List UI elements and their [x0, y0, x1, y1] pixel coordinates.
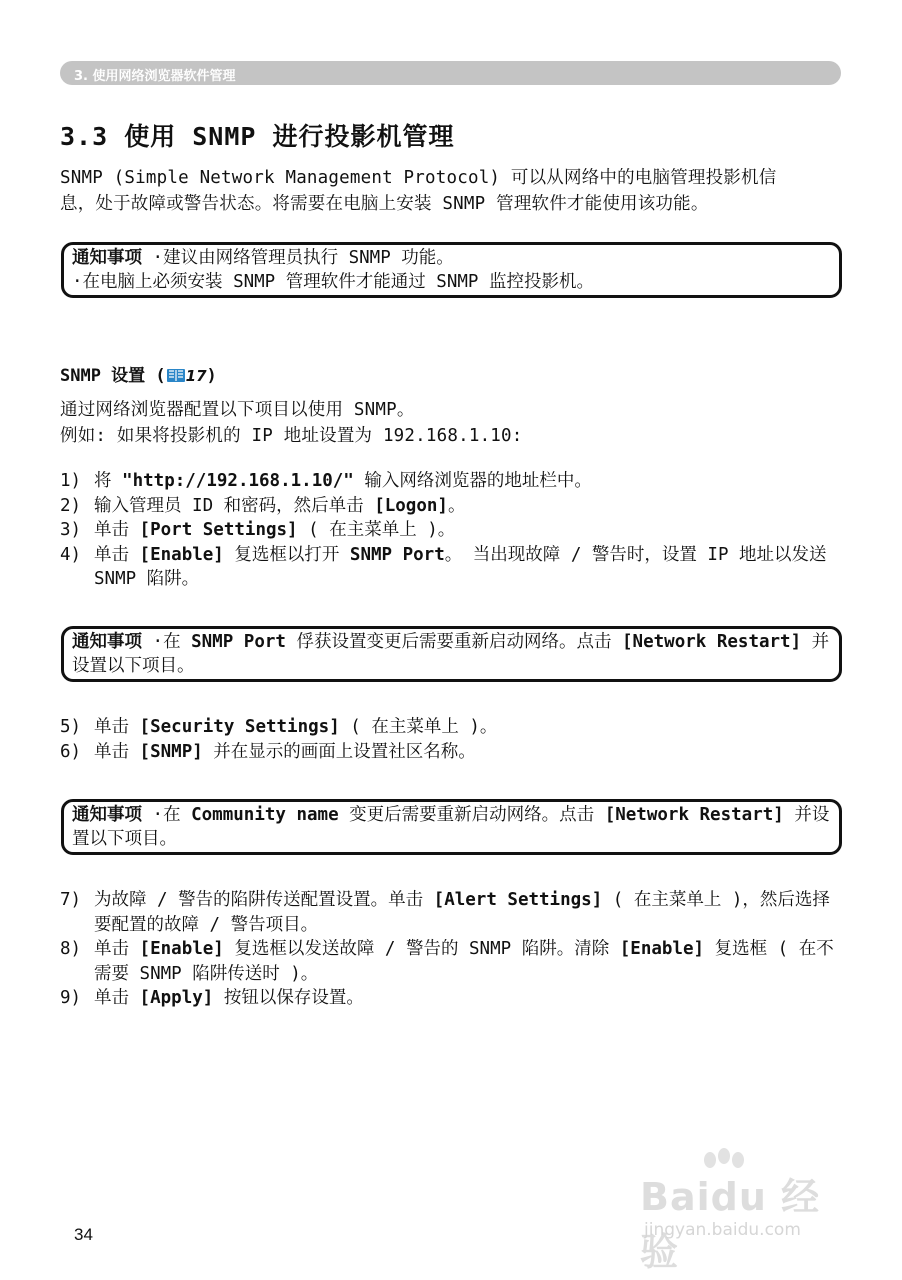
step-number: 3)	[60, 520, 82, 540]
step-text: 输入管理员 ID 和密码，然后单击	[94, 495, 375, 516]
step-text: 单击	[94, 741, 140, 762]
notice-box-2	[61, 626, 842, 682]
list-item	[60, 543, 842, 592]
list-item	[60, 740, 842, 765]
step-bold: [SNMP]	[139, 741, 203, 762]
watermark-logo: Baidu 经验	[640, 1175, 821, 1274]
list-item	[60, 986, 842, 1011]
notice-bold: SNMP Port	[191, 632, 286, 652]
step-text: 并在显示的画面上设置社区名称。	[202, 741, 476, 762]
step-number: 9)	[60, 988, 82, 1008]
list-item	[60, 494, 842, 519]
step-number: 7)	[60, 890, 82, 910]
step-text: 单击	[94, 544, 140, 565]
list-item	[60, 715, 842, 740]
notice-text: 俘获设置变更后需要重新启动网络。点击	[285, 632, 623, 652]
notice-box-1	[61, 242, 842, 298]
notice-text: ·建议由网络管理员执行 SNMP 功能。	[142, 248, 454, 268]
step-text: 单击	[94, 717, 140, 737]
step-bold: "http://192.168.1.10/"	[122, 471, 354, 491]
steps-list-3	[60, 888, 842, 1011]
notice-bold: [Network Restart]	[622, 632, 802, 652]
baidu-watermark	[640, 1148, 850, 1274]
step-bold: [Alert Settings]	[433, 890, 603, 910]
watermark-url: jingyan.baidu.com	[644, 1220, 801, 1240]
book-icon	[166, 368, 186, 383]
step-text: ( 在主菜单上 )。	[297, 520, 456, 540]
step-number: 8)	[60, 939, 82, 959]
step-text: 复选框以发送故障 / 警告的 SNMP 陷阱。清除	[223, 939, 620, 959]
step-bold: [Port Settings]	[139, 520, 298, 540]
intro-line-2: 息，处于故障或警告状态。将需要在电脑上安装 SNMP 管理软件才能使用该功能。	[60, 194, 709, 214]
snmp-intro-line-1: 通过网络浏览器配置以下项目以使用 SNMP。	[60, 400, 415, 420]
snmp-intro	[60, 397, 523, 449]
notice-text: 并设置以下项目。	[72, 805, 830, 849]
page-number: 34	[74, 1225, 93, 1244]
step-text: 将	[94, 471, 123, 491]
step-bold: [Enable]	[139, 939, 224, 959]
notice-text: 变更后需要重新启动网络。点击	[338, 805, 605, 825]
step-text: 单击	[94, 520, 140, 540]
steps-list-1	[60, 469, 842, 592]
notice-tag: 通知事项	[72, 805, 142, 825]
page-title: 3.3 使用 SNMP 进行投影机管理	[60, 122, 455, 151]
step-text: 按钮以保存设置。	[213, 988, 364, 1008]
step-bold: SNMP Port	[349, 544, 445, 565]
notice-tag: 通知事项	[72, 248, 142, 268]
notice-bold: Community name	[191, 805, 339, 825]
step-number: 1)	[60, 471, 82, 491]
section-header-bar	[60, 61, 841, 85]
step-text: ( 在主菜单上 )。	[339, 717, 498, 737]
snmp-intro-line-2: 例如: 如果将投影机的 IP 地址设置为 192.168.1.10:	[60, 426, 523, 446]
step-text: 复选框 ( 在不需要 SNMP 陷阱传送时 )。	[94, 939, 834, 984]
section-header-label: 3. 使用网络浏览器软件管理	[74, 69, 236, 84]
step-bold: [Enable]	[619, 939, 705, 959]
step-text: 单击	[94, 988, 140, 1008]
step-text: 单击	[94, 939, 140, 959]
step-text: 输入网络浏览器的地址栏中。	[353, 471, 592, 491]
notice-text: ·在	[142, 805, 192, 825]
step-bold: [Apply]	[139, 988, 214, 1008]
notice-box-3	[61, 799, 842, 855]
notice-text: 并设置以下项目。	[72, 632, 830, 676]
steps-list-2	[60, 715, 842, 764]
list-item	[60, 469, 842, 494]
step-text: 。 当出现故障 / 警告时，设置 IP 地址以发送 SNMP 陷阱。	[94, 544, 827, 589]
step-number: 4)	[60, 544, 82, 565]
intro-paragraph	[60, 165, 776, 217]
step-text: 复选框以打开	[223, 544, 350, 565]
heading-close: )	[206, 366, 217, 386]
step-number: 6)	[60, 741, 82, 762]
list-item	[60, 518, 842, 543]
page-reference[interactable]: 17	[185, 367, 207, 385]
step-bold: [Logon]	[374, 495, 448, 516]
step-bold: [Security Settings]	[139, 717, 340, 737]
step-text: 。	[447, 495, 466, 516]
step-bold: [Enable]	[139, 544, 224, 565]
step-number: 2)	[60, 495, 82, 516]
notice-tag: 通知事项	[72, 632, 142, 652]
heading-text: SNMP 设置 (	[60, 366, 166, 386]
step-text: 为故障 / 警告的陷阱传送配置设置。单击	[94, 890, 434, 910]
notice-text: ·在电脑上必须安装 SNMP 管理软件才能通过 SNMP 监控投影机。	[72, 272, 594, 292]
list-item	[60, 888, 842, 937]
step-number: 5)	[60, 717, 82, 737]
intro-line-1: SNMP (Simple Network Management Protocol) 可以从网络中的电脑管理投影机信	[60, 168, 777, 188]
notice-text: ·在	[142, 632, 192, 652]
list-item	[60, 937, 842, 986]
notice-bold: [Network Restart]	[604, 805, 784, 825]
step-text: ( 在主菜单上 )，然后选择要配置的故障 / 警告项目。	[94, 890, 830, 935]
snmp-settings-heading	[60, 361, 217, 386]
